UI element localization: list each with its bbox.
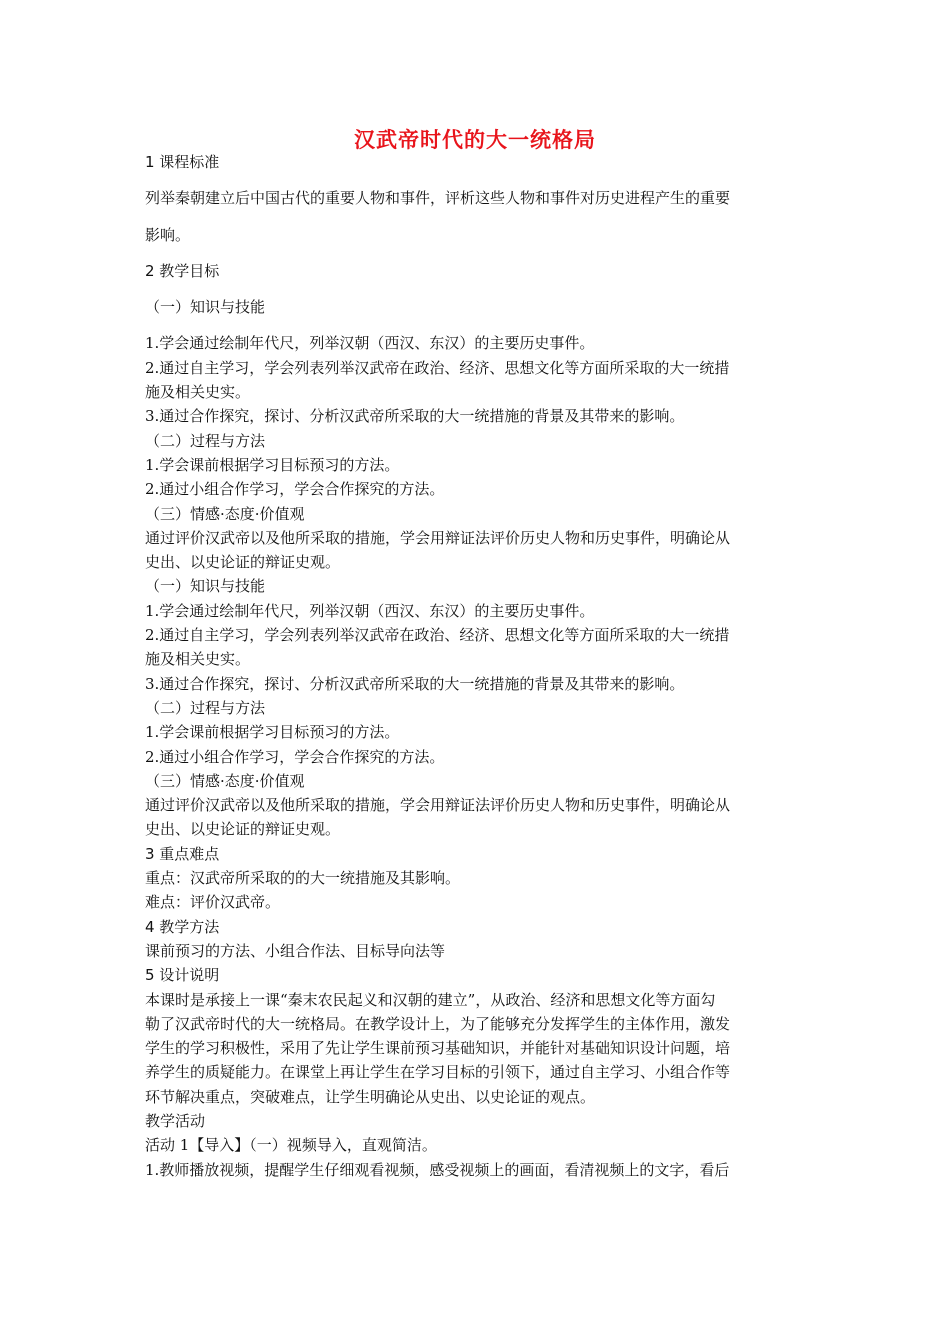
text-line: 学生的学习积极性，采用了先让学生课前预习基础知识，并能针对基础知识设计问题，培 xyxy=(145,1039,731,1058)
text-line: 3.通过合作探究，探讨、分析汉武帝所采取的大一统措施的背景及其带来的影响。 xyxy=(145,407,685,426)
document-body xyxy=(145,150,810,1182)
text-line: 1.学会课前根据学习目标预习的方法。 xyxy=(145,723,400,742)
text-line: 施及相关史实。 xyxy=(145,650,251,669)
section-heading: 1 课程标准 xyxy=(145,153,220,171)
text-line: 环节解决重点，突破难点，让学生明确论从史出、以史论证的观点。 xyxy=(145,1087,596,1106)
document-title: 汉武帝时代的大一统格局 xyxy=(354,127,596,152)
text-line: 难点：评价汉武帝。 xyxy=(145,893,281,912)
text-line: 通过评价汉武帝以及他所采取的措施，学会用辩证法评价历史人物和历史事件，明确论从 xyxy=(145,528,731,547)
text-line: 养学生的质疑能力。在课堂上再让学生在学习目标的引领下，通过自主学习、小组合作等 xyxy=(145,1063,731,1082)
text-line: 活动 1【导入】（一）视频导入，直观简洁。 xyxy=(145,1136,437,1155)
text-line: 课前预习的方法、小组合作法、目标导向法等 xyxy=(145,941,446,960)
paragraph-gap xyxy=(145,283,810,295)
text-line: 通过评价汉武帝以及他所采取的措施，学会用辩证法评价历史人物和历史事件，明确论从 xyxy=(145,796,731,815)
text-line: 1.学会通过绘制年代尺，列举汉朝（西汉、东汉）的主要历史事件。 xyxy=(145,601,595,620)
text-line: 1.教师播放视频，提醒学生仔细观看视频，感受视频上的画面，看清视频上的文字，看后 xyxy=(145,1160,730,1179)
text-line: 1.学会课前根据学习目标预习的方法。 xyxy=(145,455,400,474)
text-line: 勒了汉武帝时代的大一统格局。在教学设计上，为了能够充分发挥学生的主体作用，激发 xyxy=(145,1014,731,1033)
text-line: 施及相关史实。 xyxy=(145,383,251,402)
section-heading: 2 教学目标 xyxy=(145,261,220,280)
section-heading: 3 重点难点 xyxy=(145,844,220,863)
text-line: 史出、以史论证的辩证史观。 xyxy=(145,820,341,839)
text-line: 2.通过自主学习，学会列表列举汉武帝在政治、经济、思想文化等方面所采取的大一统措 xyxy=(145,626,730,645)
text-line: （三）情感·态度·价值观 xyxy=(145,771,305,790)
text-line: 2.通过小组合作学习，学会合作探究的方法。 xyxy=(145,480,445,499)
paragraph-gap xyxy=(145,319,810,331)
section-heading: 5 设计说明 xyxy=(145,966,220,985)
text-line: 3.通过合作探究，探讨、分析汉武帝所采取的大一统措施的背景及其带来的影响。 xyxy=(145,674,685,693)
text-line: （一）知识与技能 xyxy=(145,577,266,596)
text-line: 重点：汉武帝所采取的的大一统措施及其影响。 xyxy=(145,869,461,888)
text-line: 本课时是承接上一课“秦末农民起义和汉朝的建立”，从政治、经济和思想文化等方面勾 xyxy=(145,990,716,1009)
text-line: （二）过程与方法 xyxy=(145,698,266,717)
text-line: 影响。 xyxy=(145,225,191,244)
text-line: 史出、以史论证的辩证史观。 xyxy=(145,553,341,572)
text-line: （二）过程与方法 xyxy=(145,431,266,450)
paragraph-gap xyxy=(145,211,810,223)
section-heading: 4 教学方法 xyxy=(145,917,220,936)
text-line: 1.学会通过绘制年代尺，列举汉朝（西汉、东汉）的主要历史事件。 xyxy=(145,334,595,353)
text-line: 列举秦朝建立后中国古代的重要人物和事件，评析这些人物和事件对历史进程产生的重要 xyxy=(145,189,731,208)
paragraph-gap xyxy=(145,174,810,186)
text-line: 2.通过小组合作学习，学会合作探究的方法。 xyxy=(145,747,445,766)
section-heading: 教学活动 xyxy=(145,1111,206,1130)
paragraph-gap xyxy=(145,247,810,259)
text-line: （一）知识与技能 xyxy=(145,298,266,317)
text-line: 2.通过自主学习，学会列表列举汉武帝在政治、经济、思想文化等方面所采取的大一统措 xyxy=(145,358,730,377)
text-line: （三）情感·态度·价值观 xyxy=(145,504,305,523)
